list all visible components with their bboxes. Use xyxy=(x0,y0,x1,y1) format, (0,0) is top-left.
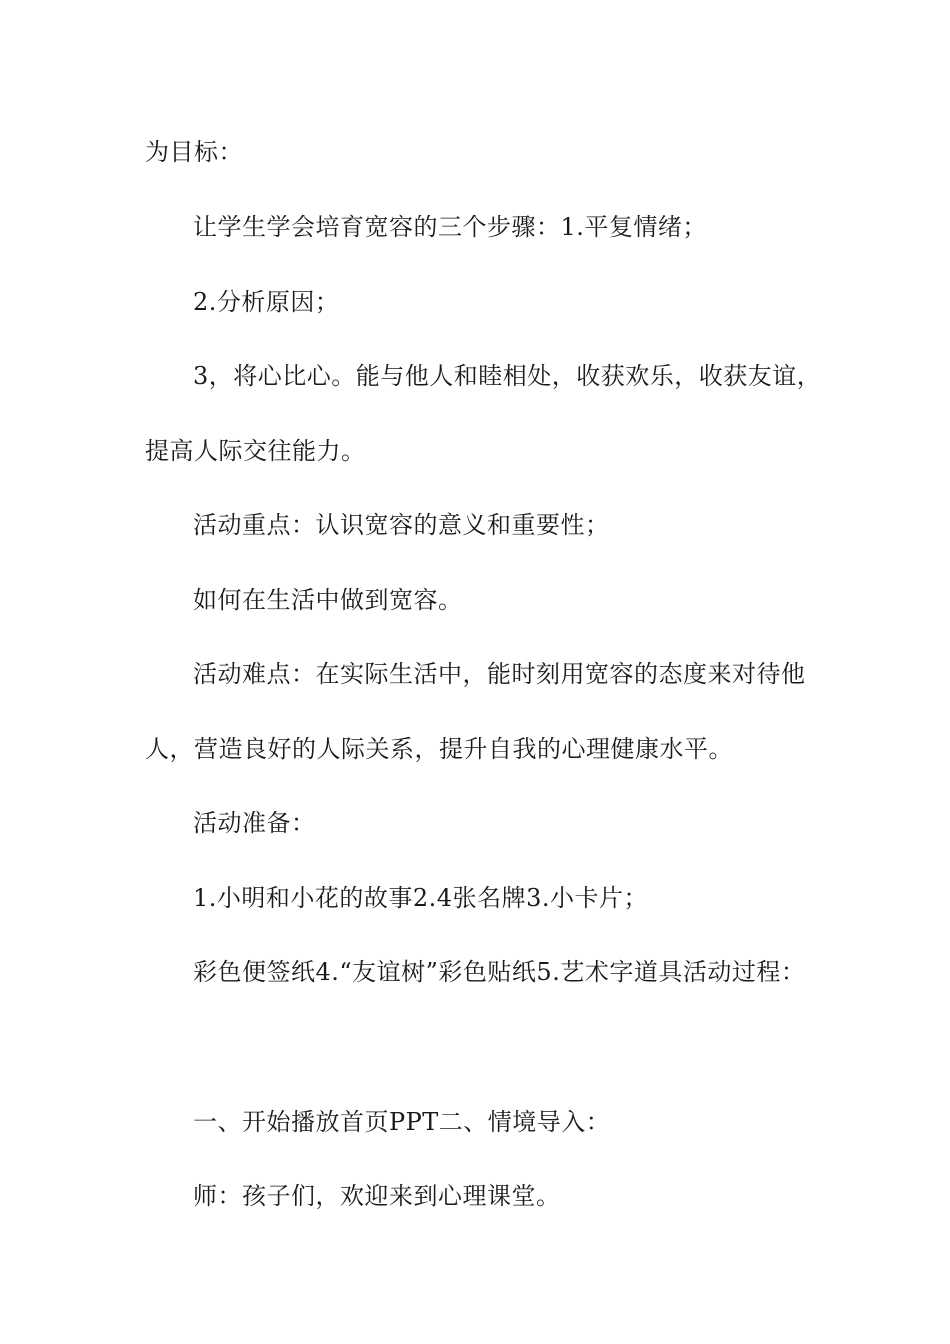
paragraph-line: 彩色便签纸4.“友谊树”彩色贴纸5.艺术字道具活动过程： xyxy=(193,958,806,986)
paragraph-line: 2.分析原因； xyxy=(193,288,340,316)
paragraph-line: 活动难点：在实际生活中，能时刻用宽容的态度来对待他 xyxy=(193,660,806,688)
paragraph-line: 一、开始播放首页PPT二、情境导入： xyxy=(193,1108,611,1136)
paragraph-line: 为目标： xyxy=(145,138,243,166)
paragraph-line: 活动重点：认识宽容的意义和重要性； xyxy=(193,511,610,539)
paragraph-line: 活动准备： xyxy=(193,809,316,837)
paragraph-line: 3，将心比心。能与他人和睦相处，收获欢乐，收获友谊， xyxy=(193,362,822,390)
paragraph-line: 让学生学会培育宽容的三个步骤：1.平复情绪； xyxy=(193,213,707,241)
paragraph-line: 师：孩子们，欢迎来到心理课堂。 xyxy=(193,1182,561,1210)
paragraph-line: 人，营造良好的人际关系，提升自我的心理健康水平。 xyxy=(145,735,733,763)
paragraph-line: 提高人际交往能力。 xyxy=(145,437,366,465)
paragraph-line: 如何在生活中做到宽容。 xyxy=(193,586,463,614)
paragraph-line: 1.小明和小花的故事2.4张名牌3.小卡片； xyxy=(193,884,648,912)
